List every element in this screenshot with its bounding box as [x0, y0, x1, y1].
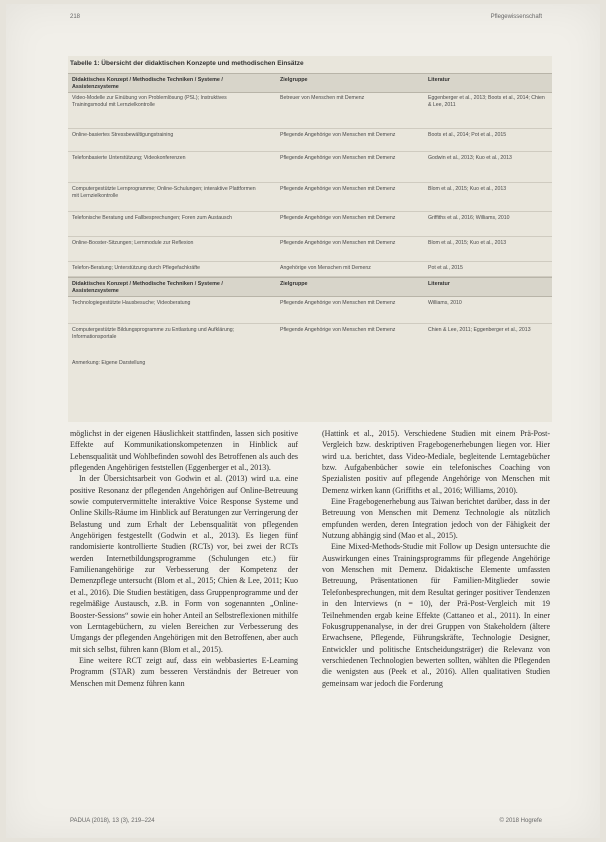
table-subheader-target-group: Zielgruppe	[280, 281, 308, 287]
body-column-right	[322, 428, 550, 689]
footer-citation: PADUA (2018), 13 (3), 219–224	[70, 818, 155, 824]
paragraph: (Hattink et al., 2015). Verschiedene Studien mit einem Prä-Post-Vergleich bzw. deskriptiven Fragebogenerhebungen liegen vor. Hier wird u.a. berichtet, dass Video-Mediale, begleitende Lerntagebücher bzw. Aufgabenbücher sowie ein telefonisches Coaching von Spezialisten positiv auf pflegende Angehörige von Menschen mit Demenz wirken kann (Griffiths et al., 2016; Williams, 2010).	[322, 429, 550, 495]
table-header-literature: Literatur	[428, 77, 450, 83]
table-cell-target-group: Pflegende Angehörige von Menschen mit Demenz	[280, 155, 396, 161]
table-cell-literature: Williams, 2010	[428, 300, 462, 306]
body-column-left	[70, 428, 298, 689]
table-subheader-row	[68, 277, 552, 297]
page-number: 218	[70, 14, 81, 20]
table-note: Anmerkung: Eigene Darstellung	[72, 360, 146, 366]
table-subheader-literature: Literatur	[428, 281, 450, 287]
table-row	[68, 129, 552, 152]
table-row	[68, 237, 552, 262]
table-cell-target-group: Pflegende Angehörige von Menschen mit Demenz	[280, 132, 396, 138]
table-cell-concept: Online-basiertes Stressbewältigungstraining	[72, 132, 174, 138]
table-cell-target-group: Betreuer von Menschen mit Demenz	[280, 95, 365, 101]
table-header-row	[68, 73, 552, 93]
table-cell-target-group: Pflegende Angehörige von Menschen mit Demenz	[280, 240, 396, 246]
running-header	[70, 14, 542, 24]
paragraph: Eine weitere RCT zeigt auf, dass ein webbasiertes E-Learning Programm (STAR) zum besseren Verständnis der Betreuer von Menschen mit Demenz führen kann	[70, 655, 298, 688]
table-cell-concept: Computergestützte Lernprogramme; Online-Schulungen; interaktive Plattformen mit Lernzielkontrolle	[72, 186, 256, 199]
footer-publisher: © 2018 Hogrefe	[499, 818, 542, 824]
overview-table	[68, 56, 552, 422]
table-row	[68, 297, 552, 324]
table-cell-concept: Technologiegestützte Hausbesuche; Videoberatung	[72, 300, 191, 306]
table-cell-concept: Video-Modelle zur Einübung von Problemlösung (PSL); Instruktives Trainingsmodul mit Lernzielkontrolle	[72, 95, 227, 108]
table-cell-concept: Telefonische Beratung und Fallbesprechungen; Foren zum Austausch	[72, 215, 233, 221]
paragraph: Eine Mixed-Methods-Studie mit Follow up Design untersuchte die Auswirkungen eines Trainingsprogramms für pflegende Angehörige von Menschen mit Demenz. Didaktische Elemente umfassten Betreuung, Präsentationen für Familien-Mitglieder sowie Telefonbesprechungen, mit dem Resultat geringer positiver Tendenzen in den Interviews (n = 10), der Prä-Post-Vergleich mit 19 Teilnehmenden ergab keine Effekte (Cattaneo et al., 2011). In einer Fokusgruppenanalyse, in der drei Gruppen von Stakeholdern (ältere Erwachsene, Pflegende, Führungskräfte, Technologie Designer, Entwickler und politische Entscheidungsträger) die Relevanz von verschiedenen Technologien bewerten sollten, wählten die Pflegenden die wenigsten aus (Peek et al., 2016). Allen qualitativen Studien gemeinsam war jedoch die Forderung	[322, 542, 550, 688]
table-cell-concept: Telefon-Beratung; Unterstützung durch Pflegefachkräfte	[72, 265, 201, 271]
journal-section: Pflegewissenschaft	[490, 14, 542, 20]
table-row	[68, 212, 552, 237]
table-cell-target-group: Pflegende Angehörige von Menschen mit Demenz	[280, 215, 396, 221]
document-page	[6, 4, 600, 838]
table-cell-concept: Online-Booster-Sitzungen; Lernmodule zur Reflexion	[72, 240, 194, 246]
table-cell-literature: Chien & Lee, 2011; Eggenberger et al., 2013	[428, 327, 531, 333]
table-cell-target-group: Angehörige von Menschen mit Demenz	[280, 265, 371, 271]
paragraph: möglichst in der eigenen Häuslichkeit stattfinden, lassen sich positive Effekte auf Kommunikationskompetenzen in Hinblick auf Lebensqualität und Wohlbefinden sowohl des Betroffenen als auch des pflegenden Angehörigen feststellen (Eggenberger et al., 2013).	[70, 429, 298, 473]
table-cell-literature: Griffiths et al., 2016; Williams, 2010	[428, 215, 510, 221]
table-cell-literature: Blom et al., 2015; Kuo et al., 2013	[428, 240, 507, 246]
table-cell-concept: Computergestützte Bildungsprogramme zu Entlastung und Aufklärung; Informationsportale	[72, 327, 235, 340]
table-header-concept: Didaktisches Konzept / Methodische Techniken / Systeme / Assistenzsysteme	[72, 77, 223, 90]
table-row	[68, 183, 552, 212]
table-cell-literature: Boots et al., 2014; Pot et al., 2015	[428, 132, 507, 138]
table-title: Tabelle 1: Übersicht der didaktischen Konzepte und methodischen Einsätze	[70, 60, 304, 67]
table-cell-literature: Eggenberger et al., 2013; Boots et al., 2014; Chien & Lee, 2011	[428, 95, 545, 108]
table-row	[68, 92, 552, 129]
table-cell-target-group: Pflegende Angehörige von Menschen mit Demenz	[280, 186, 396, 192]
table-cell-literature: Pot et al., 2015	[428, 265, 463, 271]
paragraph: In der Übersichtsarbeit von Godwin et al. (2013) wird u.a. eine positive Resonanz der pflegenden Angehörigen auf Online-Betreuung sowie computervermittelte interaktive Voice Response Systeme und Online Skills-Räume im Hinblick auf Beratungen zur Verringerung der Belastung und zum Erhalt der Lebensqualität von pflegenden Angehörigen festgestellt (Godwin et al., 2013). Es liegen fünf randomisierte kontrollierte Studien (RCTs) vor, bei zwei der RCTs werden Internetbildungsprogramme (Schulungen etc.) für Familienangehörige zur Verbesserung der Kompetenz der Demenzpflege untersucht (Blom et al., 2015; Chien & Lee, 2011; Kuo et al., 2016). Die Studien bestätigen, dass Gruppenprogramme und der regelmäßige Austausch, z.B. in Form von sogenannten „Online-Booster-Sessions“ sowie ein hoher Anteil an Selbstreflexionen mithilfe von Lerntagebüchern, zu vielen Bereichen zur Verbesserung des Umgangs der pflegenden Angehörigen mit den Betroffenen, aber auch mit sich selbst, führen kann (Blom et al., 2015).	[70, 474, 298, 654]
table-header-target-group: Zielgruppe	[280, 77, 308, 83]
table-cell-literature: Godwin et al., 2013; Kuo et al., 2013	[428, 155, 512, 161]
table-row	[68, 324, 552, 358]
table-cell-literature: Blom et al., 2015; Kuo et al., 2013	[428, 186, 507, 192]
table-row	[68, 152, 552, 183]
table-cell-target-group: Pflegende Angehörige von Menschen mit Demenz	[280, 300, 396, 306]
table-row	[68, 262, 552, 277]
page-footer	[70, 818, 542, 828]
table-cell-target-group: Pflegende Angehörige von Menschen mit Demenz	[280, 327, 396, 333]
paragraph: Eine Fragebogenerhebung aus Taiwan berichtet darüber, dass in der Betreuung von Menschen mit Demenz Technologie als nützlich empfunden werden, deren Integration jedoch von der Fähigkeit der Nutzung abhängig sind (Mao et al., 2015).	[322, 497, 550, 541]
table-cell-concept: Telefonbasierte Unterstützung; Videokonferenzen	[72, 155, 186, 161]
table-subheader-concept: Didaktisches Konzept / Methodische Techniken / Systeme / Assistenzsysteme	[72, 281, 223, 294]
